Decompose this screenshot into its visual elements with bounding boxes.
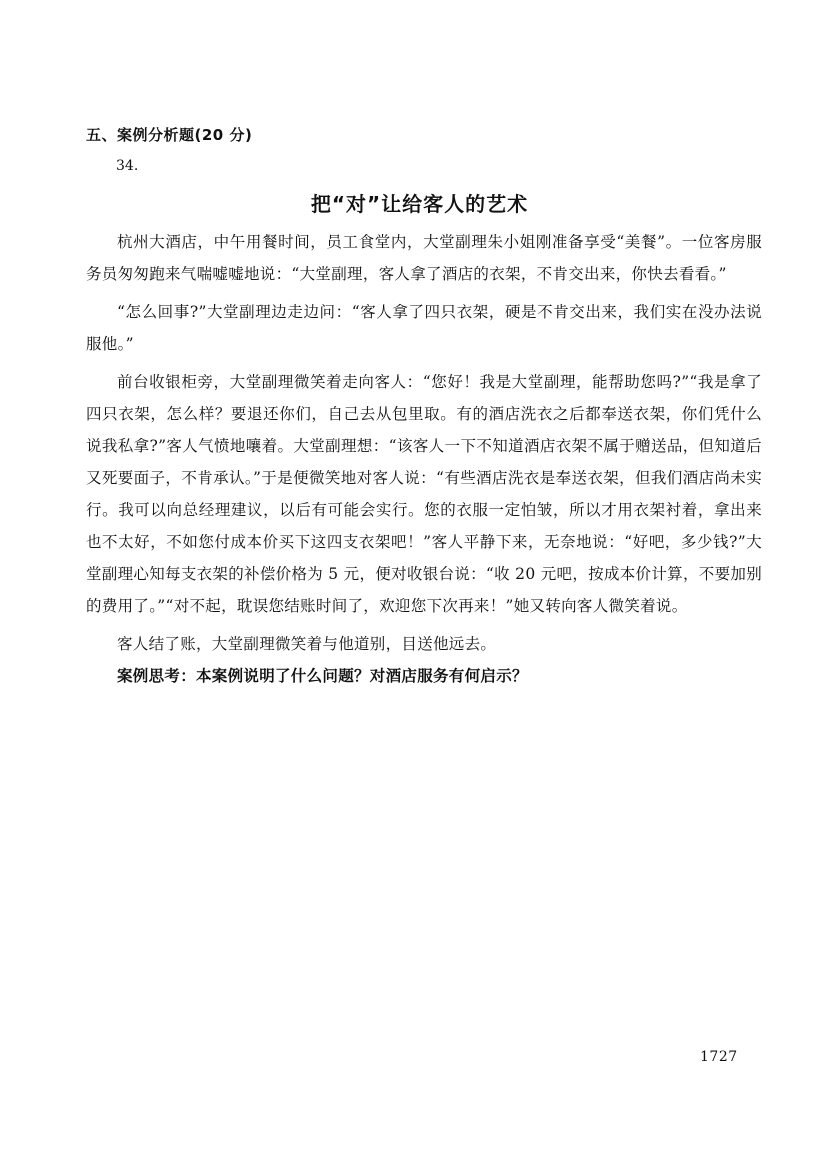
case-question-prompt: 案例思考：本案例说明了什么问题？对酒店服务有何启示？ xyxy=(117,667,528,685)
section-heading: 五、案例分析题(20 分) xyxy=(86,126,253,144)
article-title: 把“对”让给客人的艺术 xyxy=(310,192,529,216)
paragraph-2: “怎么回事?”大堂副理边走边问：“客人拿了四只衣架，硬是不肯交出来，我们实在没办法说服他。” xyxy=(86,303,762,353)
paragraph-4: 客人结了账，大堂副理微笑着与他道别，目送他远去。 xyxy=(117,635,497,653)
paragraph-3: 前台收银柜旁，大堂副理微笑着走向客人：“您好！我是大堂副理，能帮助您吗?”“我是拿了四只衣架，怎么样？要退还你们，自己去从包里取。有的酒店洗衣之后都奉送衣架，你们凭什么说我私拿?”客人气愤地嚷着。大堂副理想：“该客人一下不知道酒店衣架不属于赠送品，但知道后又死要面子，不肯承认。”于是便微笑地对客人说：“有些酒店洗衣是奉送衣架，但我们酒店尚未实行。我可以向总经理建议，以后有可能会实行。您的衣服一定怕皱，所以才用衣架衬着，拿出来也不太好，不如您付成本价买下这四支衣架吧！”客人平静下来，无奈地说：“好吧，多少钱?”大堂副理心知每支衣架的补偿价格为 5 元，便对收银台说：“收 20 元吧，按成本价计算，不要加别的费用了。”“对不起，耽误您结账时间了，欢迎您下次再来！”她又转向客人微笑着说。 xyxy=(86,373,762,615)
question-number: 34. xyxy=(116,158,139,174)
case-body xyxy=(86,226,762,692)
paragraph-1: 杭州大酒店，中午用餐时间，员工食堂内，大堂副理朱小姐刚准备享受“美餐”。一位客房服务员匆匆跑来气喘嘘嘘地说：“大堂副理，客人拿了酒店的衣架，不肯交出来，你快去看看。” xyxy=(86,233,762,283)
page-number: 1727 xyxy=(700,1049,738,1065)
